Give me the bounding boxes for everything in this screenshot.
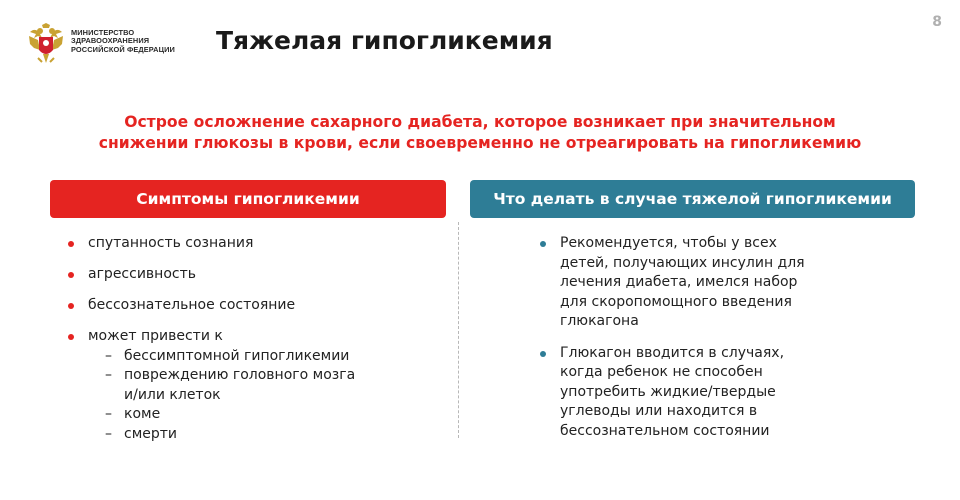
dash-icon: – [105, 406, 112, 422]
dash-icon: – [105, 425, 112, 442]
bullet-icon [540, 351, 546, 357]
bullet-icon [68, 272, 74, 278]
list-item: агрессивность [68, 265, 428, 285]
list-item: может привести к – бессимптомной гипогликемии – повреждению головного мозга и/или клеток – коме – смерти [68, 327, 428, 444]
list-item: Рекомендуется, чтобы у всех детей, получающих инсулин для лечения диабета, имелся набор для скоропомощного введения глюкагона [540, 234, 815, 332]
actions-header: Что делать в случае тяжелой гипогликемии [470, 180, 915, 218]
sub-list-item: – повреждению головного мозга и/или клеток [105, 367, 356, 403]
ministry-logo [26, 22, 194, 66]
dash-icon: – [105, 367, 112, 383]
sub-list-item: – коме [88, 405, 428, 425]
page-number: 8 [932, 14, 942, 30]
bullet-icon [540, 241, 546, 247]
page-title: Тяжелая гипогликемия [216, 26, 553, 55]
ministry-name: МИНИСТЕРСТВО ЗДРАВООХРАНЕНИЯ РОССИЙСКОЙ ФЕДЕРАЦИИ [71, 28, 175, 54]
sub-list-item: – смерти [88, 425, 428, 445]
bullet-icon [68, 334, 74, 340]
bullet-icon [68, 241, 74, 247]
list-item: бессознательное состояние [68, 296, 428, 316]
bullet-icon [68, 303, 74, 309]
definition-subtitle: Острое осложнение сахарного диабета, которое возникает при значительном снижении глюкозы в крови, если своевременно не отреагировать на гипогликемию [98, 113, 862, 152]
actions-list [540, 234, 840, 453]
symptoms-header: Симптомы гипогликемии [50, 180, 446, 218]
consequences-sublist [88, 347, 428, 445]
dash-icon: – [105, 347, 112, 364]
sub-list-item: – бессимптомной гипогликемии [88, 347, 428, 367]
list-item: Глюкагон вводится в случаях, когда ребенок не способен употребить жидкие/твердые углеводы или находится в бессознательном состоянии [540, 344, 815, 442]
symptoms-list [68, 234, 428, 456]
coat-of-arms-icon [26, 22, 66, 66]
list-item: спутанность сознания [68, 234, 428, 254]
column-divider [458, 222, 459, 438]
